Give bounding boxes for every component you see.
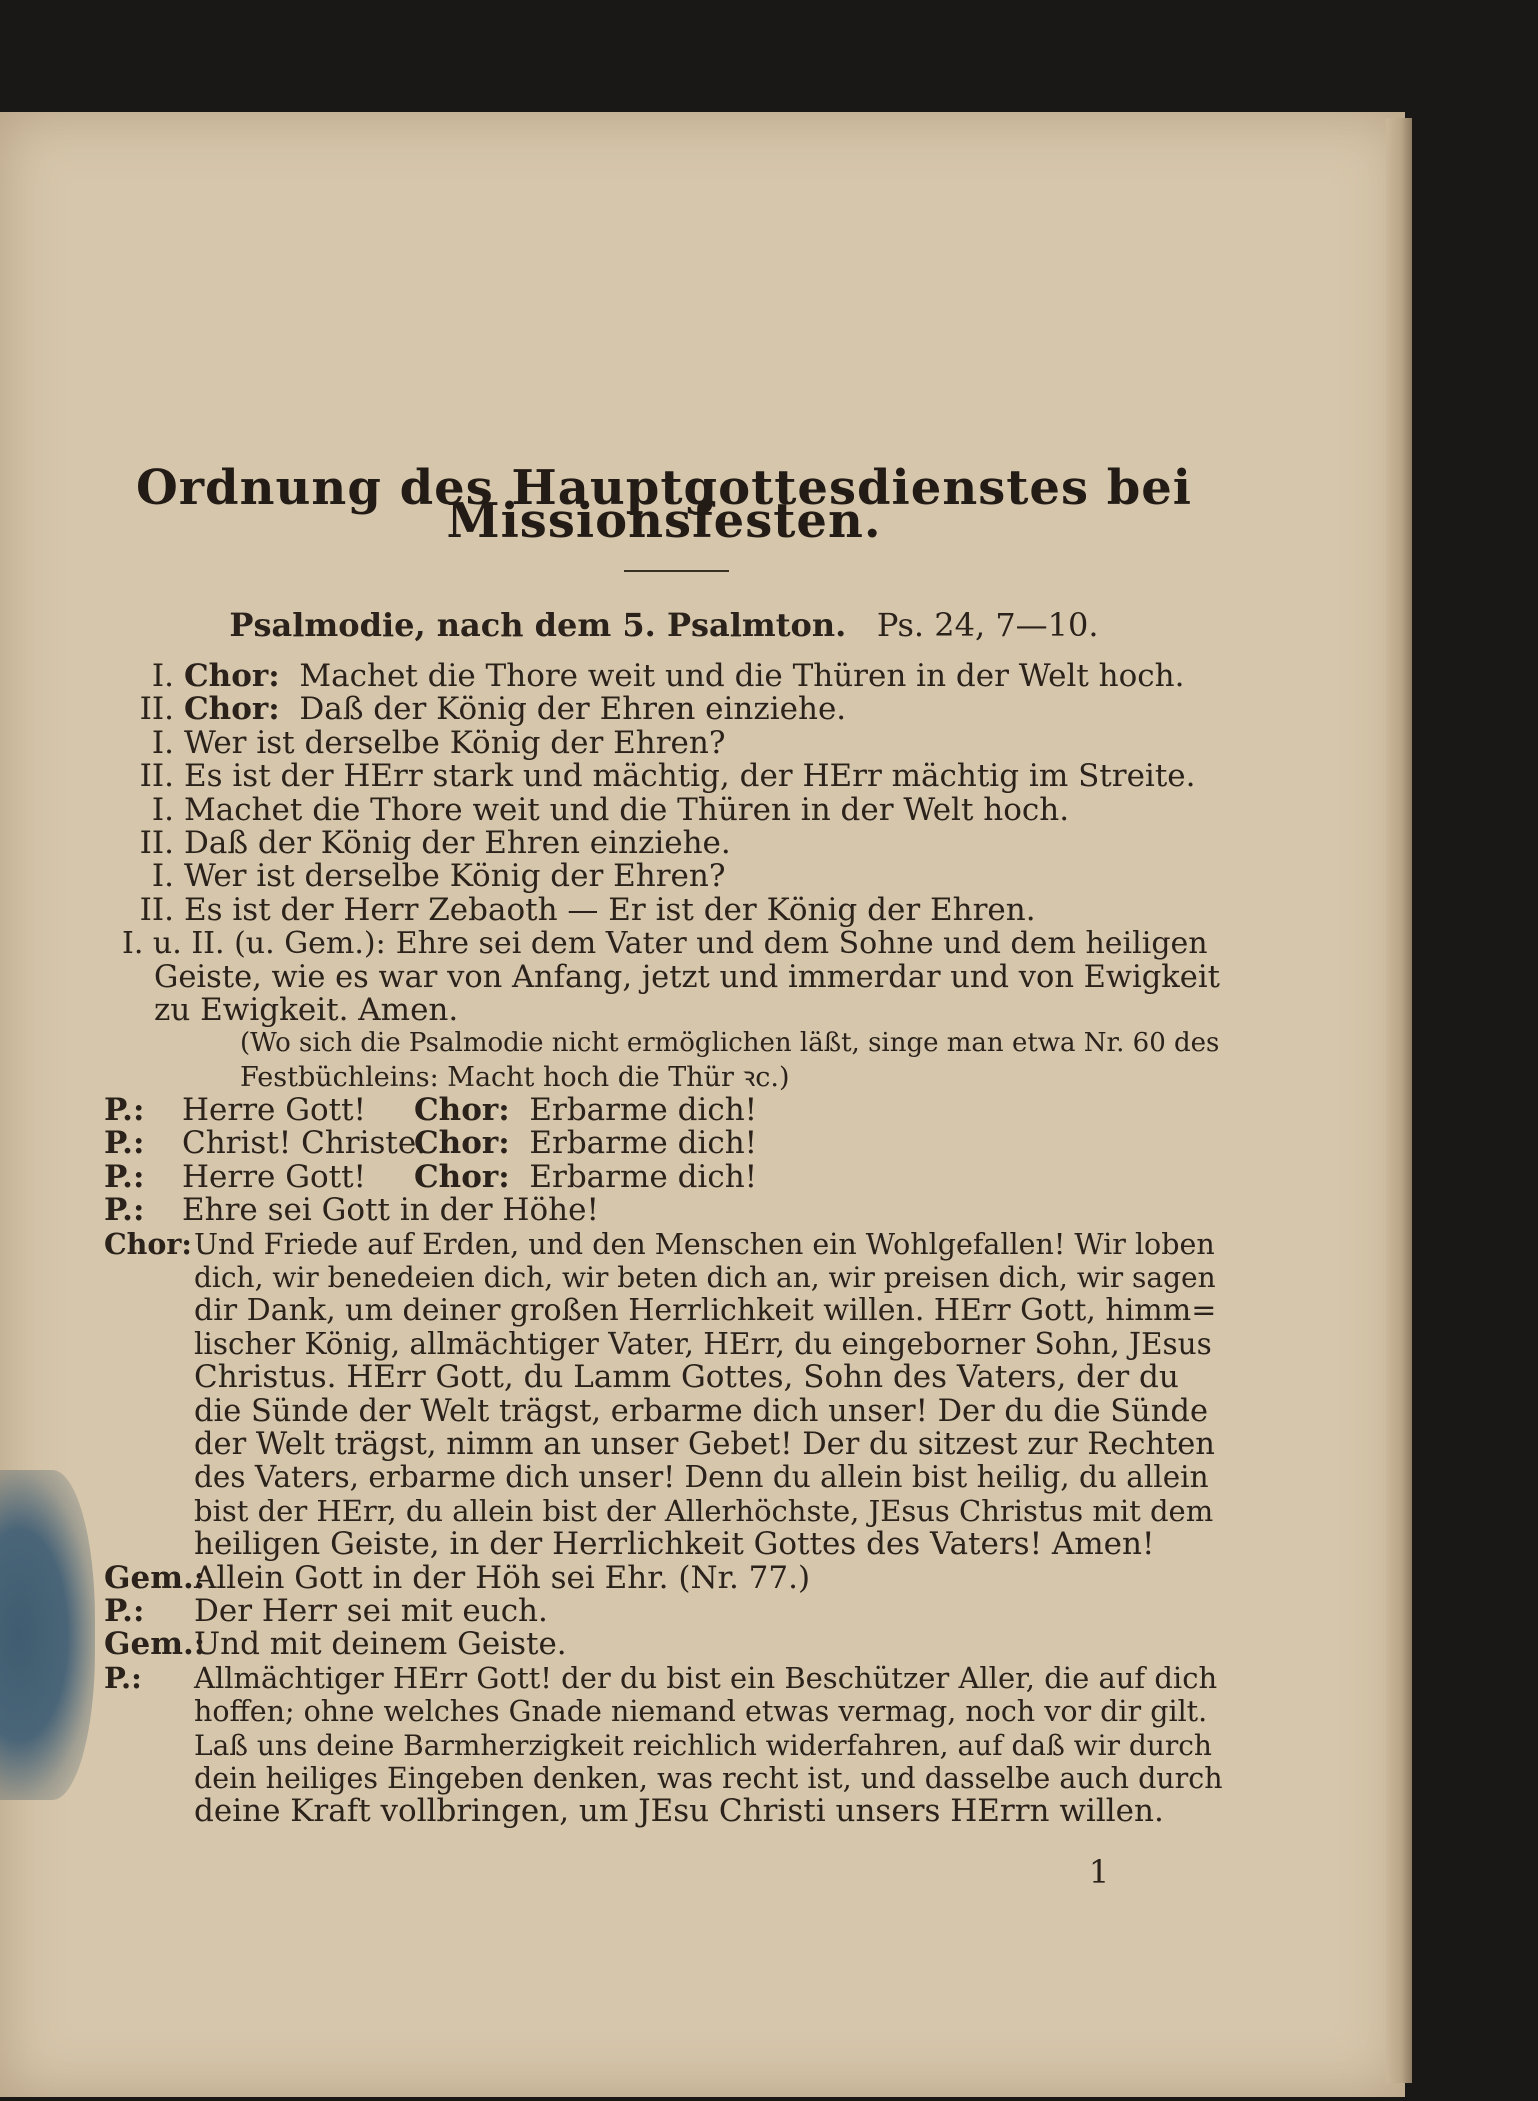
gloria-line xyxy=(104,1428,1224,1461)
speaker-label: P.: xyxy=(104,1592,145,1629)
pastor-label: P.: xyxy=(104,1092,145,1129)
line-mark: II. xyxy=(139,824,174,861)
line-text: Allein Gott in der Höh sei Ehr. (Nr. 77.) xyxy=(194,1559,811,1596)
gloria-line xyxy=(104,1528,1224,1561)
page-title: Ordnung des Hauptgottesdienstes bei Missionsfesten. xyxy=(135,460,1193,550)
line-text: bist der HErr, du allein bist der Allerhöchste, JEsus Christus mit dem xyxy=(194,1493,1214,1528)
liturgy-text xyxy=(104,660,1224,1829)
line-text: dein heiliges Eingeben denken, was recht ist, und dasselbe auch durch xyxy=(194,1761,1223,1795)
line-text: Wer ist derselbe König der Ehren? xyxy=(184,724,726,761)
gloria-line xyxy=(104,1261,1224,1294)
choir-text: Erbarme dich! xyxy=(529,1158,758,1195)
line-text: dich, wir benedeien dich, wir beten dich an, wir preisen dich, wir sagen xyxy=(194,1261,1216,1295)
psalmody-line xyxy=(104,860,1224,893)
rubric-note xyxy=(104,1061,1224,1094)
psalmody-line xyxy=(104,660,1224,693)
gloria-line xyxy=(104,1194,1224,1227)
line-text: des Vaters, erbarme dich unser! Denn du allein bist heilig, du allein xyxy=(194,1460,1209,1495)
psalmody-line xyxy=(104,693,1224,726)
line-text: Und mit deinem Geiste. xyxy=(194,1626,567,1663)
title-divider xyxy=(624,570,729,572)
speaker-label: Gem.: xyxy=(104,1559,206,1596)
line-text: lischer König, allmächtiger Vater, HErr, du eingeborner Sohn, JEsus xyxy=(194,1326,1212,1361)
pastor-text: Christ! Christe. xyxy=(182,1125,427,1162)
subtitle-reference: Ps. 24, 7—10. xyxy=(876,606,1099,644)
pastor-label: P.: xyxy=(104,1125,145,1162)
line-text: Daß der König der Ehren einziehe. xyxy=(299,691,847,728)
line-text: hoffen; ohne welches Gnade niemand etwas vermag, noch vor dir gilt. xyxy=(194,1695,1208,1729)
gloria-patri-line xyxy=(104,991,1224,1028)
pastor-text: Herre Gott! xyxy=(182,1158,367,1195)
collect-line xyxy=(104,1795,1224,1828)
page-edge xyxy=(1386,118,1412,2083)
speaker-label: P.: xyxy=(104,1660,142,1695)
psalmody-line xyxy=(104,824,1224,861)
choir-text: Erbarme dich! xyxy=(529,1125,758,1162)
choir-label: Chor: xyxy=(414,1158,510,1195)
page-number: 1 xyxy=(1088,1853,1110,1891)
gloria-patri-line xyxy=(104,961,1224,994)
subtitle-main: Psalmodie, nach dem 5. Psalmton. xyxy=(229,606,847,644)
gloria-line xyxy=(104,1328,1224,1361)
collect-line xyxy=(104,1662,1224,1695)
gloria-line xyxy=(104,1361,1224,1394)
water-stain xyxy=(0,1470,95,1800)
collect-line xyxy=(104,1729,1224,1762)
line-text: Daß der König der Ehren einziehe. xyxy=(184,824,731,861)
line-text: Der Herr sei mit euch. xyxy=(194,1592,548,1629)
line-speaker: Chor: xyxy=(184,691,280,728)
choir-label: Chor: xyxy=(414,1092,510,1129)
note-text: Festbüchleins: Macht hoch die Thür ꝛc.) xyxy=(240,1061,790,1093)
kyrie-line xyxy=(104,1094,1224,1127)
line-text: Allmächtiger HErr Gott! der du bist ein Beschützer Aller, die auf dich xyxy=(194,1660,1218,1695)
collect-line xyxy=(104,1762,1224,1795)
line-mark: II. xyxy=(139,891,174,928)
gloria-line xyxy=(104,1461,1224,1494)
line-text: die Sünde der Welt trägst, erbarme dich unser! Der du die Sünde xyxy=(194,1393,1209,1429)
collect-line xyxy=(104,1695,1224,1728)
gloria-line xyxy=(104,1395,1224,1428)
line-text: Wer ist derselbe König der Ehren? xyxy=(184,858,726,895)
response-line xyxy=(104,1592,1224,1629)
pastor-text: Herre Gott! xyxy=(182,1092,367,1129)
line-mark: I. xyxy=(151,724,174,761)
gloria-line xyxy=(104,1495,1224,1528)
choir-label: Chor: xyxy=(104,1226,192,1261)
gloria-patri-line xyxy=(104,927,1224,960)
choir-label: Chor: xyxy=(414,1125,510,1162)
line-mark: II. xyxy=(139,758,174,795)
line-text: Machet die Thore weit und die Thüren in der Welt hoch. xyxy=(299,658,1185,694)
kyrie-line xyxy=(104,1127,1224,1160)
choir-text: Erbarme dich! xyxy=(529,1092,758,1129)
line-mark: II. xyxy=(139,691,174,728)
line-text: Ehre sei dem Vater und dem Sohne und dem heiligen xyxy=(395,926,1208,962)
line-mark: I. xyxy=(151,858,174,895)
line-text: zu Ewigkeit. Amen. xyxy=(154,991,459,1028)
section-subtitle xyxy=(104,606,1224,644)
psalmody-line xyxy=(104,724,1224,761)
line-text: Machet die Thore weit und die Thüren in der Welt hoch. xyxy=(184,791,1070,828)
line-text: Laß uns deine Barmherzigkeit reichlich widerfahren, auf daß wir durch xyxy=(194,1728,1212,1762)
psalmody-line xyxy=(104,791,1224,828)
line-mark: I. u. II. (u. Gem.): xyxy=(122,926,386,962)
line-text: deine Kraft vollbringen, um JEsu Christi unsers HErrn willen. xyxy=(194,1793,1164,1830)
gloria-line xyxy=(104,1228,1224,1261)
pastor-label: P.: xyxy=(104,1192,145,1229)
line-text: Geiste, wie es war von Anfang, jetzt und immerdar und von Ewigkeit xyxy=(154,959,1220,995)
line-text: Christus. HErr Gott, du Lamm Gottes, Sohn des Vaters, der du xyxy=(194,1359,1179,1396)
line-mark: I. xyxy=(151,658,174,694)
line-text: der Welt trägst, nimm an unser Gebet! Der du sitzest zur Rechten xyxy=(194,1426,1215,1462)
pastor-label: P.: xyxy=(104,1158,145,1195)
psalmody-line xyxy=(104,891,1224,928)
speaker-label: Gem.: xyxy=(104,1626,206,1663)
response-line xyxy=(104,1559,1224,1596)
rubric-note xyxy=(104,1027,1224,1060)
line-text: Es ist der Herr Zebaoth — Er ist der König der Ehren. xyxy=(184,891,1036,928)
line-text: heiligen Geiste, in der Herrlichkeit Gottes des Vaters! Amen! xyxy=(194,1526,1155,1563)
response-line xyxy=(104,1628,1224,1661)
pastor-text: Ehre sei Gott in der Höhe! xyxy=(182,1192,599,1229)
gloria-line xyxy=(104,1294,1224,1327)
kyrie-line xyxy=(104,1158,1224,1195)
line-mark: I. xyxy=(151,791,174,828)
line-speaker: Chor: xyxy=(184,658,280,694)
line-text: Es ist der HErr stark und mächtig, der HErr mächtig im Streite. xyxy=(184,758,1196,795)
line-text: Und Friede auf Erden, und den Menschen ein Wohlgefallen! Wir loben xyxy=(194,1227,1215,1261)
line-text: dir Dank, um deiner großen Herrlichkeit willen. HErr Gott, himm= xyxy=(194,1293,1217,1329)
note-text: (Wo sich die Psalmodie nicht ermöglichen läßt, singe man etwa Nr. 60 des xyxy=(240,1028,1220,1059)
psalmody-line xyxy=(104,760,1224,793)
